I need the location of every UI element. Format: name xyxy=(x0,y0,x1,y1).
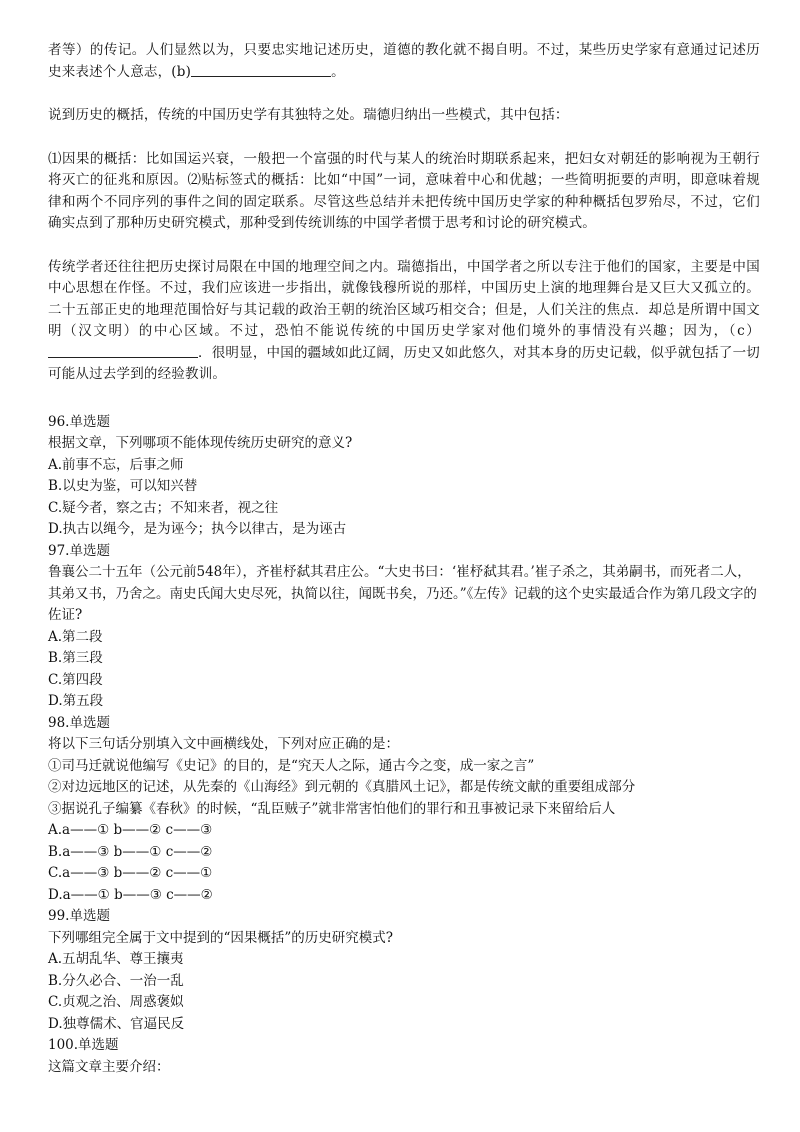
question-list xyxy=(48,412,760,1079)
answer-option[interactable]: D.a——① b——③ c——② xyxy=(48,886,213,903)
paragraph-text: 传统学者还往往把历史探讨局限在中国的地理空间之内。瑞德指出，中国学者之所以专注于他们的国家，主要是中国中心思想在作怪。不过，我们应该进一步指出，就像钱穆所说的那样，中国历史上演的地理舞台是又巨大又孤立的。二十五部正史的地理范围恰好与其记载的政治王朝的统治区域巧相交合；但是，人们关注的焦点．却总是所谓中国文明（汉文明）的中心区域。不过，恐怕不能说传统的中国历史学家对他们境外的事情没有兴趣；因为，（c） xyxy=(48,258,760,339)
question-stem: 将以下三句话分别填入文中画横线处，下列对应正确的是： xyxy=(48,736,399,752)
paragraph-text: 。 xyxy=(331,63,345,80)
answer-option[interactable]: C.a——③ b——② c——① xyxy=(48,865,213,881)
question-stem: ①司马迁就说他编写《史记》的目的，是“究天人之际，通古今之变，成一家之言” xyxy=(48,757,535,774)
answer-option[interactable]: B.分久必合、一治一乱 xyxy=(48,972,184,989)
answer-option[interactable]: C.贞观之治、周惑褒姒 xyxy=(48,994,184,1010)
passage-paragraph-2: 说到历史的概括，传统的中国历史学有其独特之处。瑞德归纳出一些模式，其中包括： xyxy=(48,107,569,123)
question-stem: 鲁襄公二十五年（公元前548年），齐崔杼弑其君庄公。“大史书曰：‘崔杼弑其君。’崔子杀之，其弟嗣书，而死者二人，其弟又书，乃舍之。南史氏闻大史尽死，执简以往，闻既书矣，乃还。”《左传》记载的这个史实最适合作为第几段文字的佐证? xyxy=(48,564,757,623)
question-stem: 下列哪组完全属于文中提到的“因果概括”的历史研究模式? xyxy=(48,929,394,946)
question-header: 96.单选题 xyxy=(48,413,110,430)
question-stem: 根据文章，下列哪项不能体现传统历史研究的意义? xyxy=(48,435,353,451)
passage-paragraph-1 xyxy=(48,40,760,83)
question-block xyxy=(48,541,760,713)
answer-option[interactable]: C.第四段 xyxy=(48,671,103,688)
paragraph-text: ．很明显，中国的疆域如此辽阔，历史又如此悠久，对其本身的历史记载，似乎就包括了一切可能从过去学到的经验教训。 xyxy=(48,344,760,382)
answer-option[interactable]: D.第五段 xyxy=(48,693,104,709)
passage-paragraph-3: ⑴因果的概括：比如国运兴衰，一般把一个富强的时代与某人的统治时期联系起来，把妇女对朝廷的影响视为王朝行将灭亡的征兆和原因。⑵贴标签式的概括：比如“中国”一词，意味着中心和优越；一些简明扼要的声明，即意味着规律和两个不同序列的事件之间的固定联系。尽管这些总结并未把传统中国历史学家的种种概括包罗殆尽，不过，它们确实点到了那种历史研究模式，那种受到传统训练的中国学者惯于思考和讨论的研究模式。 xyxy=(48,150,760,231)
passage-paragraph-4 xyxy=(48,257,760,386)
question-header: 100.单选题 xyxy=(48,1037,119,1053)
answer-option[interactable]: A.五胡乱华、尊王攘夷 xyxy=(48,951,184,967)
document-page xyxy=(48,40,760,1078)
answer-option[interactable]: A.a——① b——② c——③ xyxy=(48,822,213,838)
answer-option[interactable]: B.以史为鉴，可以知兴替 xyxy=(48,478,198,494)
question-block xyxy=(48,713,760,907)
question-block xyxy=(48,412,760,541)
answer-option[interactable]: C.疑今者，察之古；不知来者，视之往 xyxy=(48,499,279,516)
question-header: 98.单选题 xyxy=(48,714,110,731)
answer-option[interactable]: D.独尊儒术、官逼民反 xyxy=(48,1015,185,1032)
question-stem: ③据说孔子编纂《春秋》的时候，“乱臣贼子”就非常害怕他们的罪行和丑事被记录下来留给后人 xyxy=(48,800,616,817)
answer-option[interactable]: B.a——③ b——① c——② xyxy=(48,843,213,860)
question-header: 97.单选题 xyxy=(48,542,110,559)
blank-c xyxy=(48,343,198,358)
paragraph-text: 者等）的传记。人们显然以为，只要忠实地记述历史，道德的教化就不揭自明。不过，某些历史学家有意通过记述历史来表述个人意志，(b) xyxy=(48,42,760,80)
question-block xyxy=(48,906,760,1035)
answer-option[interactable]: D.执古以绳今，是为诬今；执今以律古，是为诬古 xyxy=(48,521,347,537)
question-block xyxy=(48,1035,760,1078)
answer-option[interactable]: A.第二段 xyxy=(48,628,103,645)
answer-option[interactable]: B.第三段 xyxy=(48,650,103,666)
question-stem: ②对边远地区的记述，从先秦的《山海经》到元朝的《真腊风土记》，都是传统文献的重要组成部分 xyxy=(48,779,636,795)
answer-option[interactable]: A.前事不忘，后事之师 xyxy=(48,456,184,473)
blank-b xyxy=(191,62,331,77)
question-stem: 这篇文章主要介绍： xyxy=(48,1058,170,1075)
question-header: 99.单选题 xyxy=(48,908,110,924)
